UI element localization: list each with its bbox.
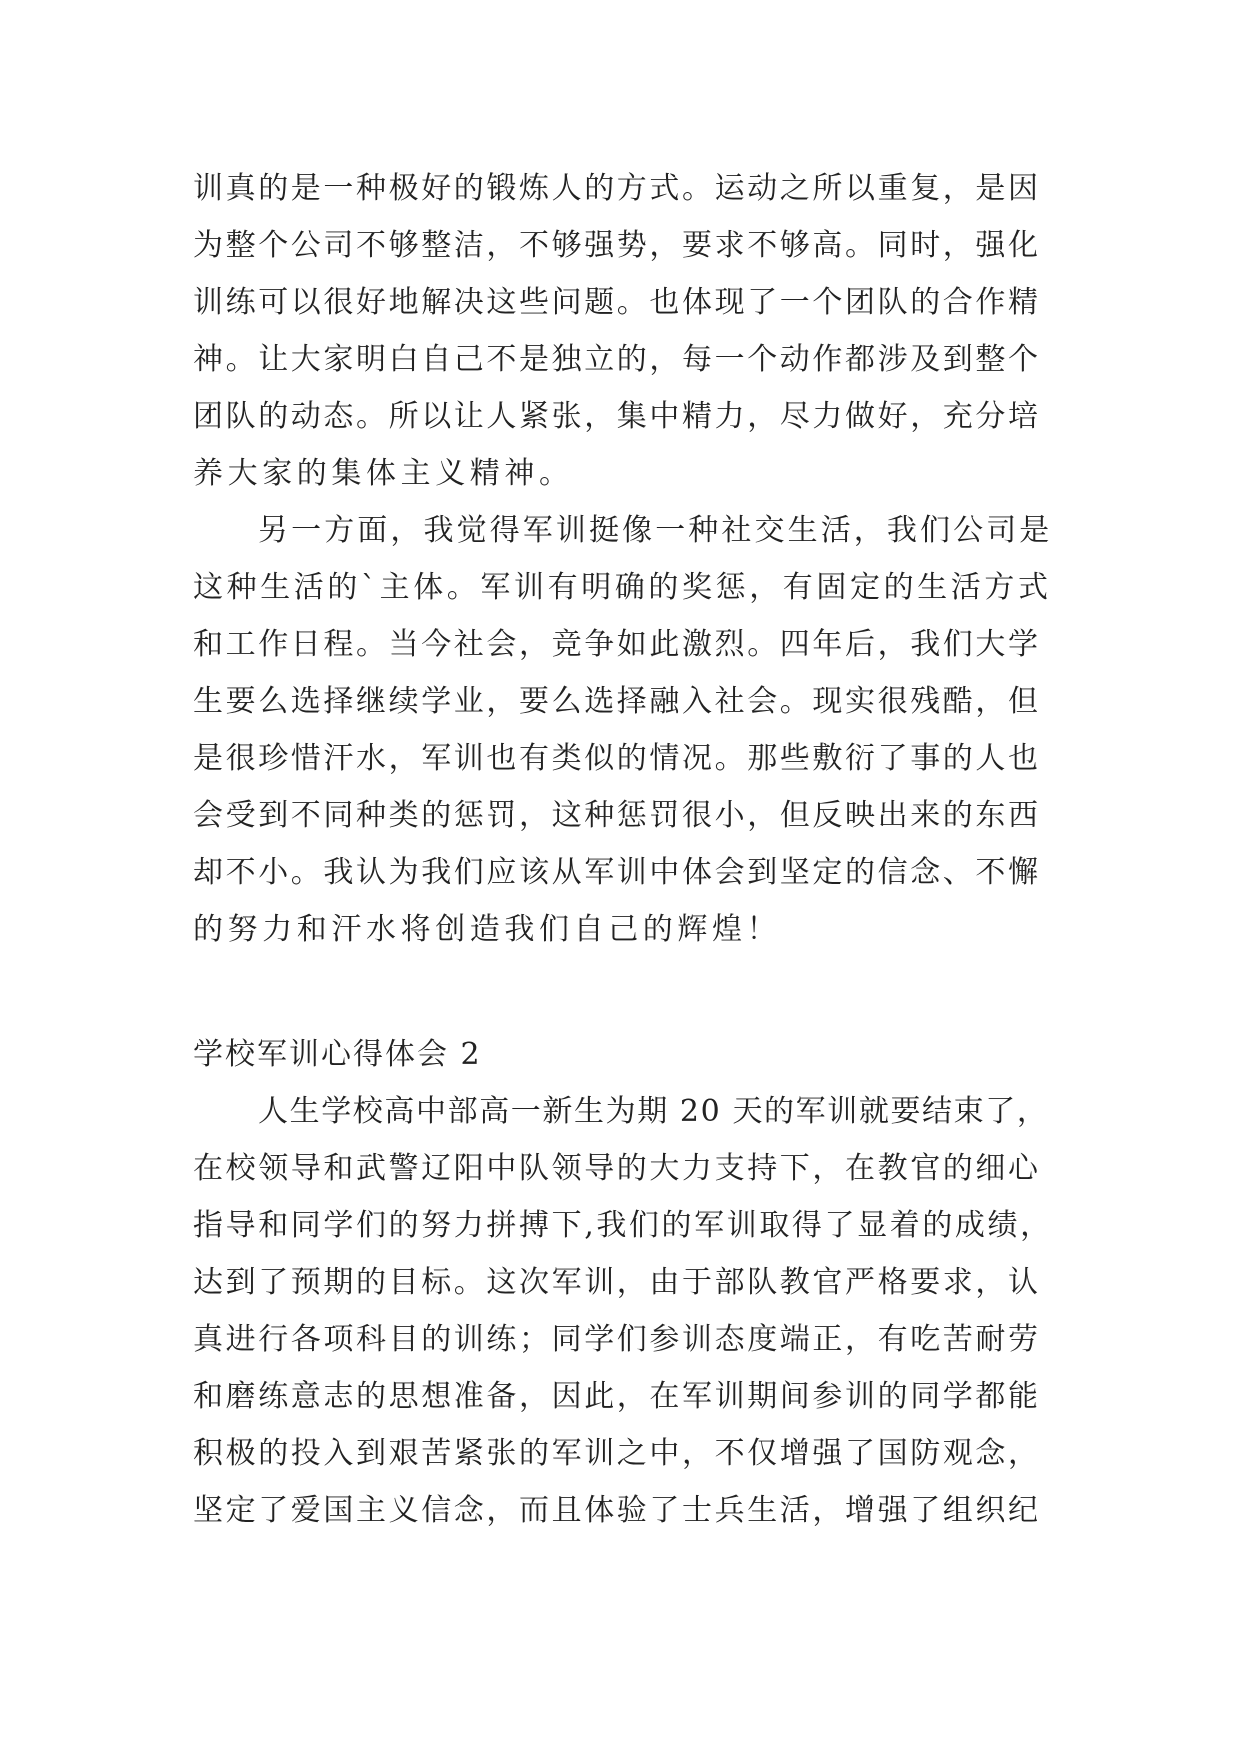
text-line: 会受到不同种类的惩罚，这种惩罚很小，但反映出来的东西 bbox=[193, 798, 1041, 833]
text-line: 训练可以很好地解决这些问题。也体现了一个团队的合作精 bbox=[193, 285, 1041, 320]
text-line: 坚定了爱国主义信念，而且体验了士兵生活，增强了组织纪 bbox=[193, 1493, 1041, 1528]
text-line: 达到了预期的目标。这次军训，由于部队教官严格要求，认 bbox=[193, 1265, 1041, 1300]
section-heading: 学校军训心得体会 2 bbox=[193, 1037, 482, 1072]
text-line: 训真的是一种极好的锻炼人的方式。运动之所以重复，是因 bbox=[193, 171, 1041, 206]
text-line: 积极的投入到艰苦紧张的军训之中，不仅增强了国防观念， bbox=[193, 1436, 1041, 1471]
text-line: 却不小。我认为我们应该从军训中体会到坚定的信念、不懈 bbox=[193, 855, 1041, 890]
paragraph-first-line: 另一方面，我觉得军训挺像一种社交生活，我们公司是 bbox=[258, 513, 1053, 548]
text-line: 养大家的集体主义精神。 bbox=[193, 456, 574, 491]
text-line: 神。让大家明白自己不是独立的，每一个动作都涉及到整个 bbox=[193, 342, 1041, 377]
text-line: 和工作日程。当今社会，竞争如此激烈。四年后，我们大学 bbox=[193, 627, 1041, 662]
paragraph-first-line: 人生学校高中部高一新生为期 20 天的军训就要结束了， bbox=[258, 1094, 1049, 1129]
text-line: 真进行各项科目的训练；同学们参训态度端正，有吃苦耐劳 bbox=[193, 1322, 1041, 1357]
text-line: 生要么选择继续学业，要么选择融入社会。现实很残酷，但 bbox=[193, 684, 1041, 719]
text-line: 的努力和汗水将创造我们自己的辉煌！ bbox=[193, 912, 782, 947]
text-line: 为整个公司不够整洁，不够强势，要求不够高。同时，强化 bbox=[193, 228, 1041, 263]
text-line: 指导和同学们的努力拼搏下,我们的军训取得了显着的成绩， bbox=[193, 1208, 1053, 1243]
text-line: 和磨练意志的思想准备，因此，在军训期间参训的同学都能 bbox=[193, 1379, 1041, 1414]
text-line: 在校领导和武警辽阳中队领导的大力支持下，在教官的细心 bbox=[193, 1151, 1041, 1186]
text-line: 是很珍惜汗水，军训也有类似的情况。那些敷衍了事的人也 bbox=[193, 741, 1041, 776]
text-line: 这种生活的`主体。军训有明确的奖惩，有固定的生活方式 bbox=[193, 570, 1052, 605]
text-line: 团队的动态。所以让人紧张，集中精力，尽力做好，充分培 bbox=[193, 399, 1041, 434]
